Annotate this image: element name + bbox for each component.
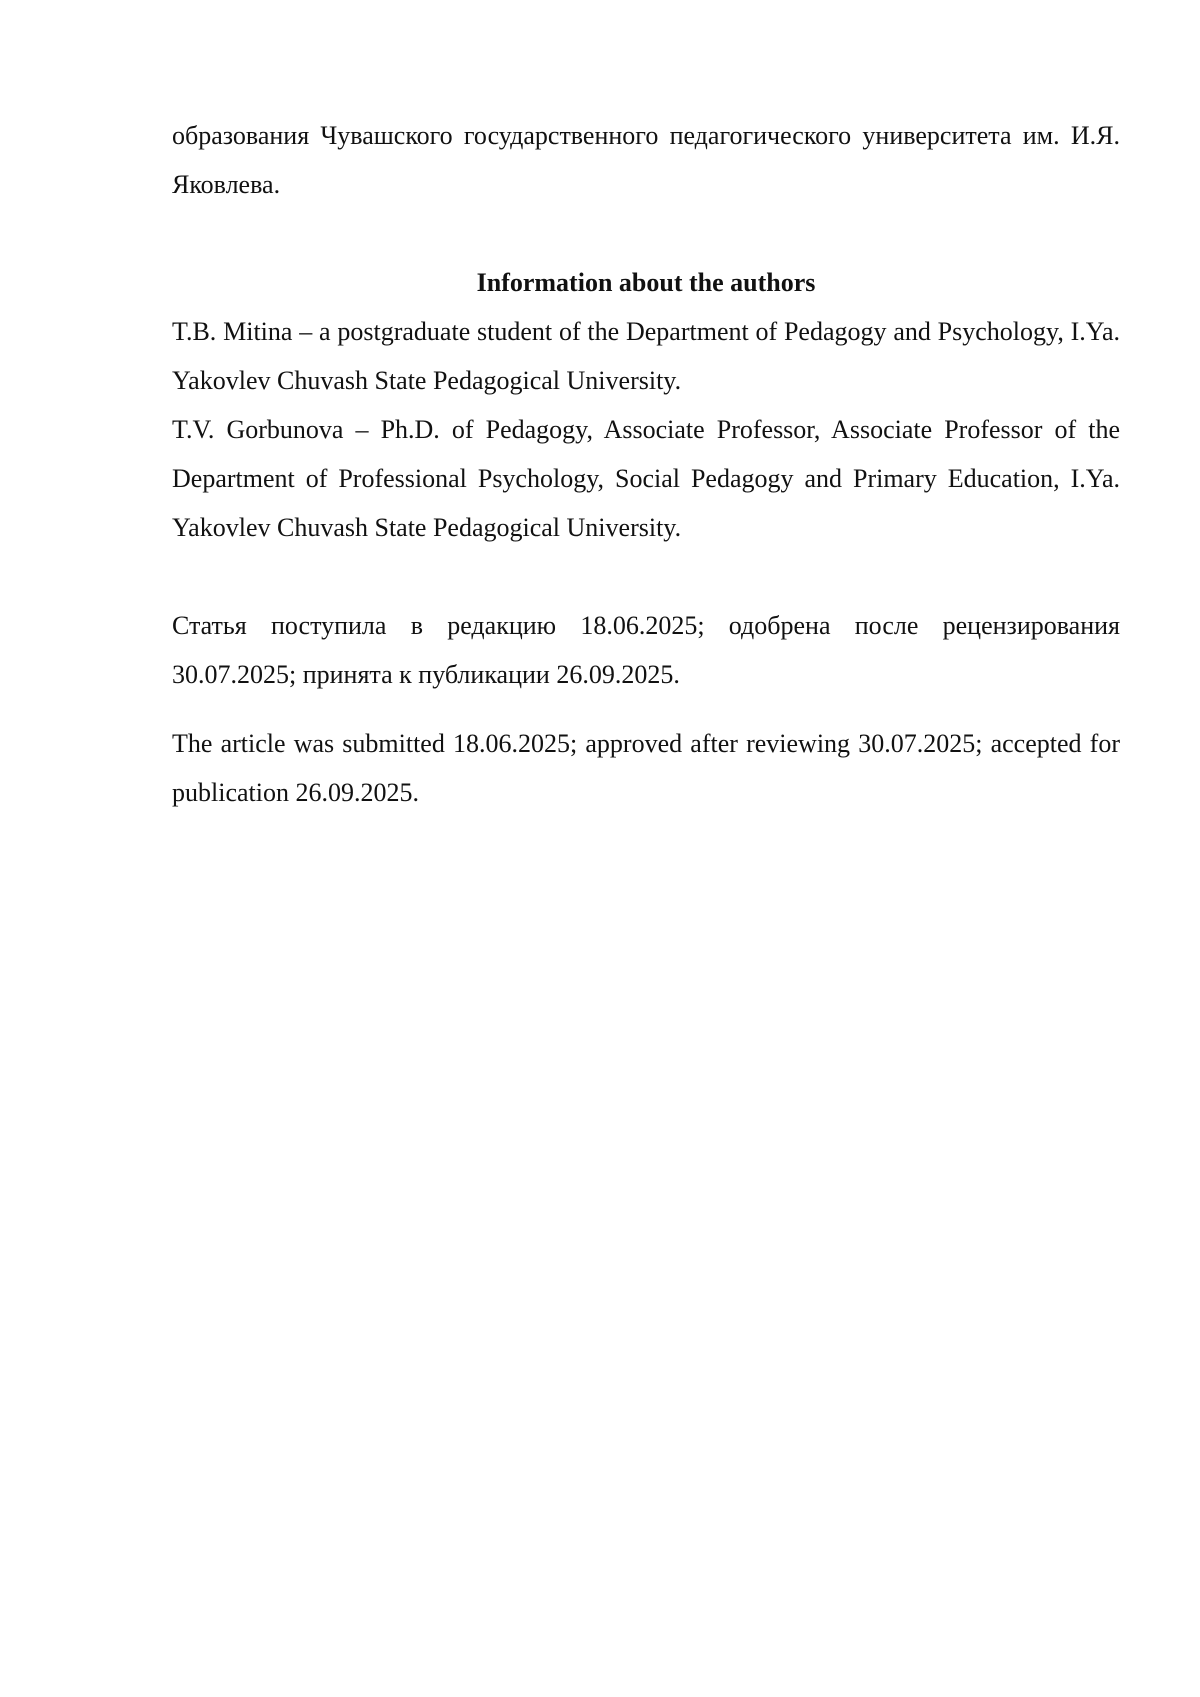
author-entry-gorbunova: T.V. Gorbunova – Ph.D. of Pedagogy, Associate Professor, Associate Professor of the Department of Professional Psychology, Social Pedagogy and Primary Education, I.Ya. Yakovlev Chuvash State Pedagogical University. xyxy=(172,415,1120,542)
authors-heading: Information about the authors xyxy=(476,268,816,297)
article-dates-russian: Статья поступила в редакцию 18.06.2025; одобрена после рецензирования 30.07.2025; принята к публикации 26.09.2025. xyxy=(172,611,1120,689)
article-dates-english: The article was submitted 18.06.2025; approved after reviewing 30.07.2025; accepted for publication 26.09.2025. xyxy=(172,729,1120,807)
author-entry-mitina: T.B. Mitina – a postgraduate student of the Department of Pedagogy and Psychology, I.Ya. Yakovlev Chuvash State Pedagogical University. xyxy=(172,317,1120,395)
authors-section xyxy=(172,258,1120,552)
continuation-paragraph: образования Чувашского государственного педагогического университета им. И.Я. Яковлева. xyxy=(172,121,1120,199)
text-column xyxy=(172,111,1120,817)
article-dates-section xyxy=(172,601,1120,817)
